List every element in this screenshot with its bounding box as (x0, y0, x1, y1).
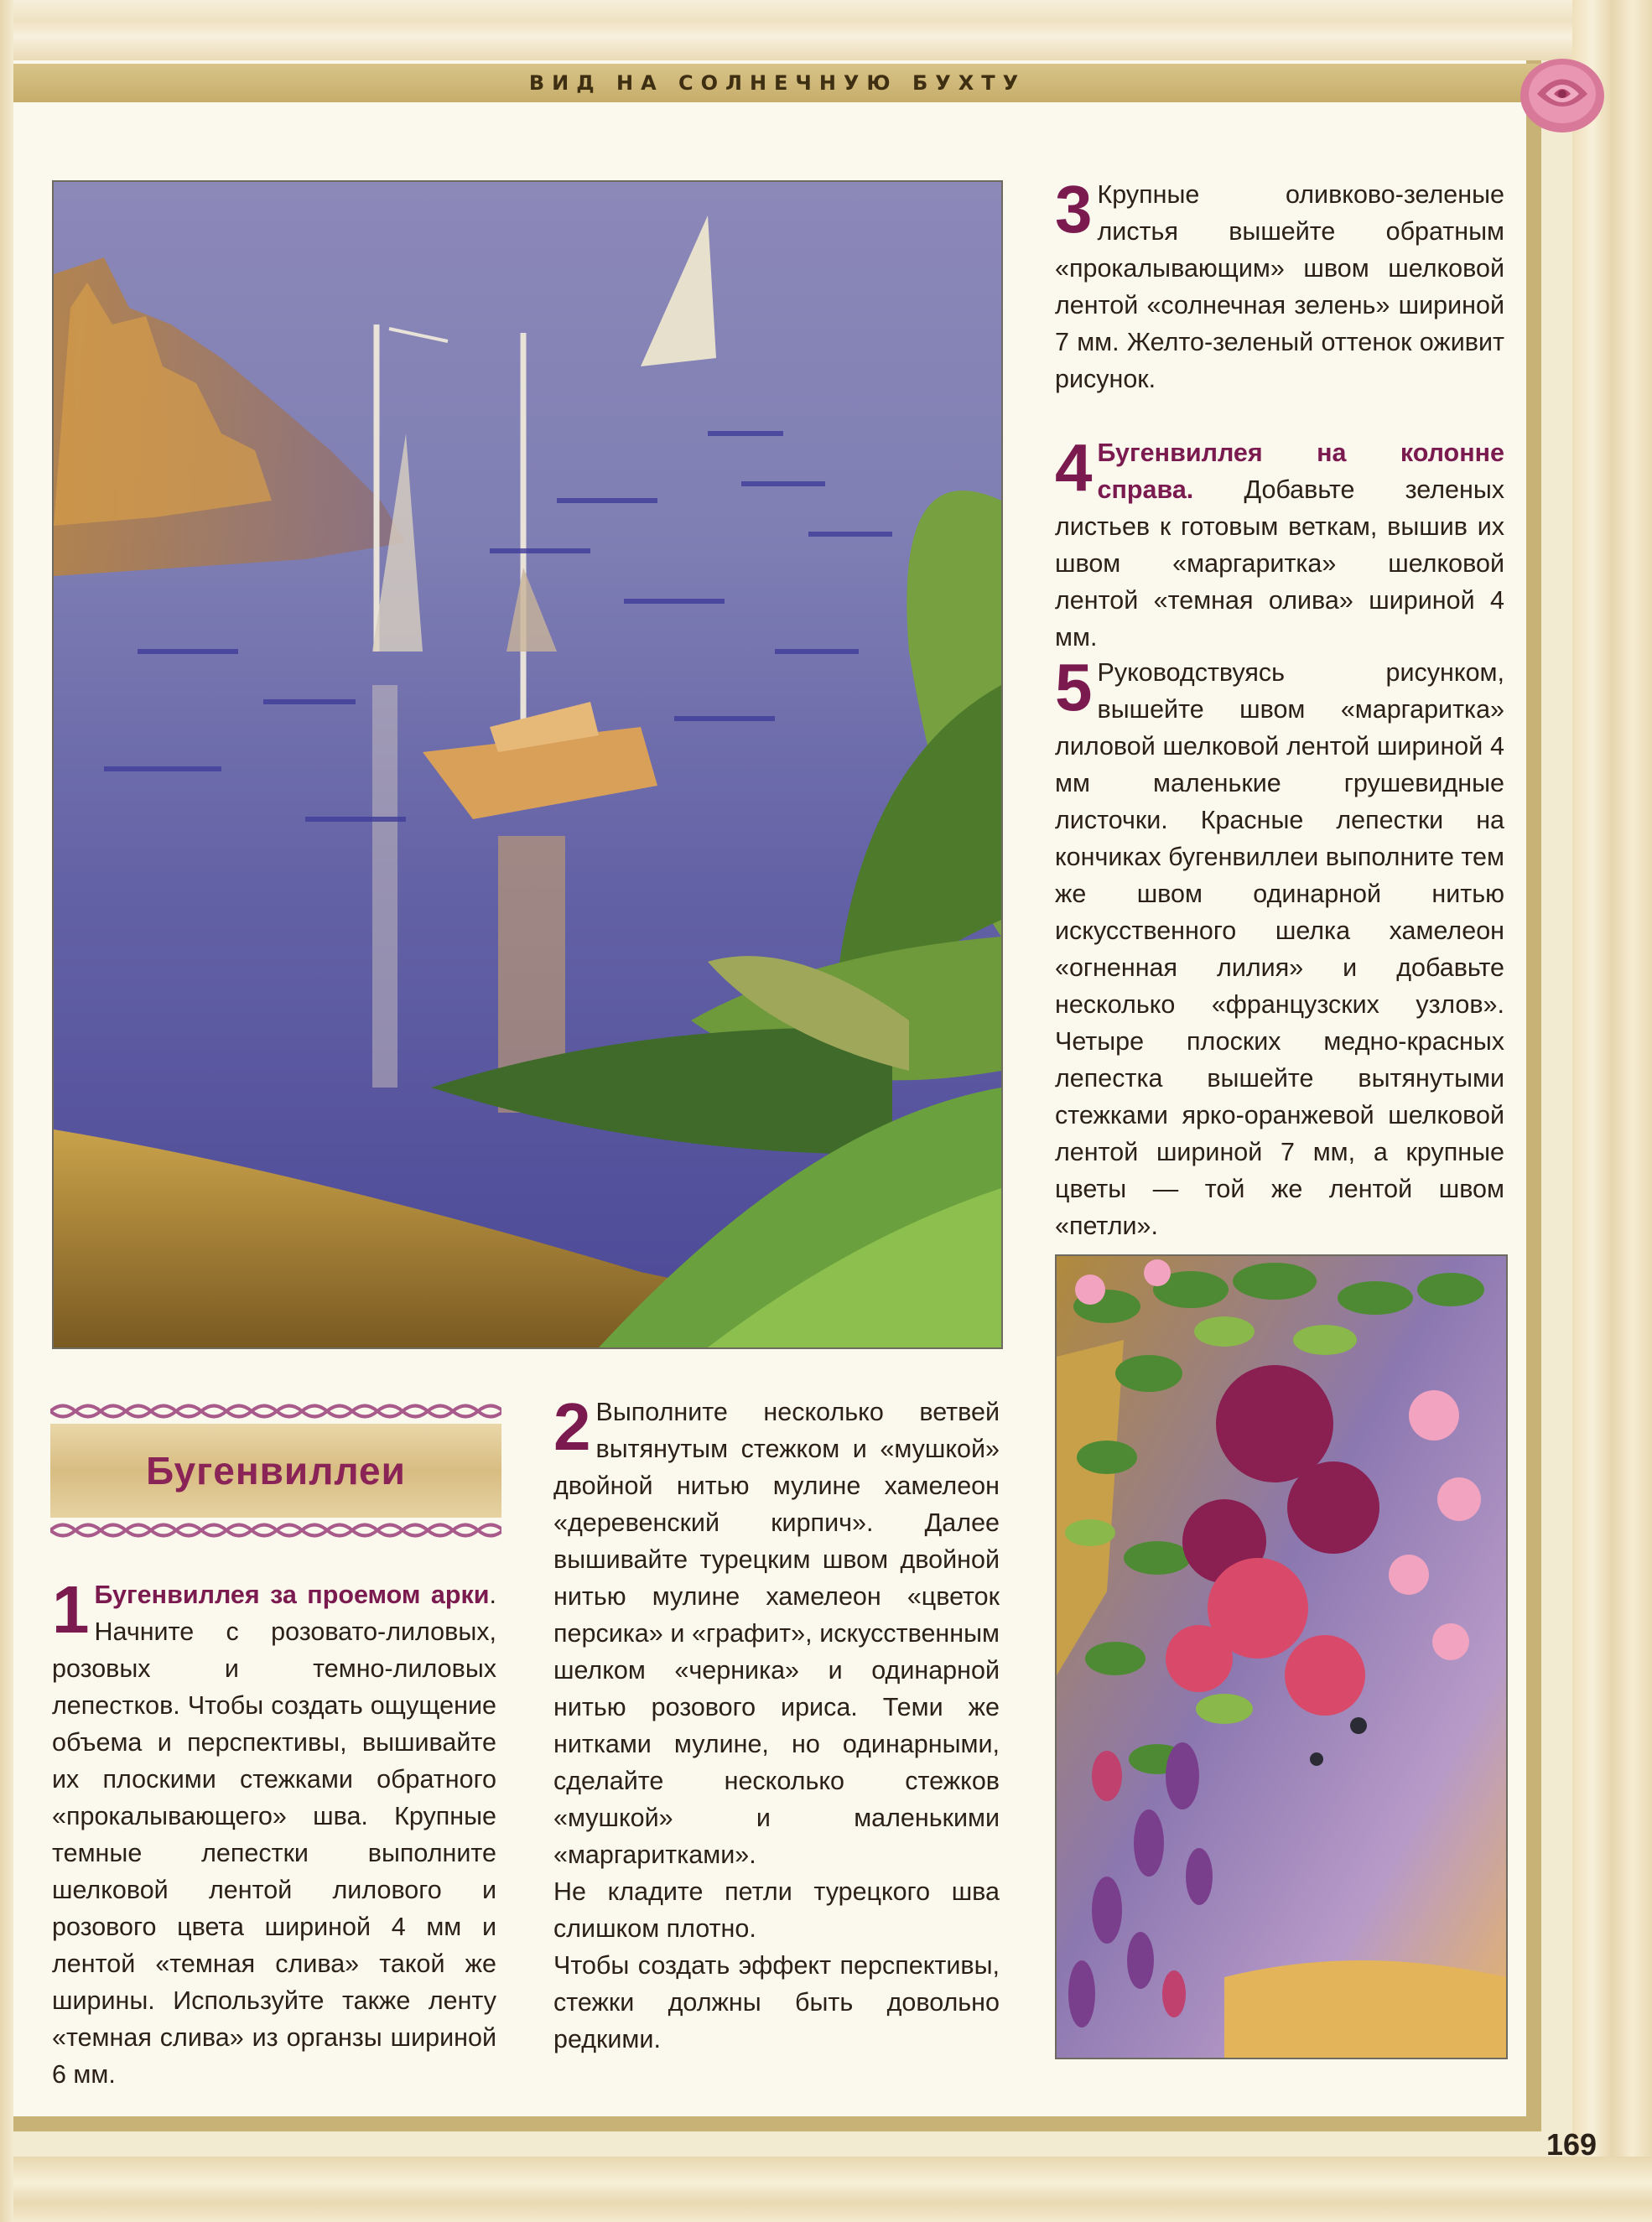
step-text: Выполните несколько ветвей вытянутым стежком и «мушкой» двойной нитью мулине хамелеон «деревенский кирпич». Далее вышивайте турецким швом двойной нитью мулине хамелеон «цветок персика» и «графит», искусственным шелком «черника» и одинарной нитью розового ириса. Теми же нитками мулине, но одинарными, сделайте несколько стежков «мушкой» и маленькими «маргаритками». (553, 1398, 1000, 1869)
page-number: 169 (1546, 2127, 1597, 2162)
step-heading: Бугенвиллея на колонне справа. (1097, 439, 1504, 504)
step-text: Добавьте зеленых листьев к готовым веткам, вышив их швом «маргаритка» шелковой лентой «темная олива» шириной 4 мм. (1055, 475, 1504, 652)
chain-ornament-top (50, 1399, 501, 1424)
silk-background-left (0, 0, 13, 2222)
sea-bay-embroidery-image (52, 180, 1003, 1349)
step-text: Руководствуясь рисунком, вышейте швом «маргаритка» лиловой шелковой лентой шириной 4 мм маленькие грушевидные листочки. Красные лепестки на кончиках бугенвиллеи выполните тем же швом одинарной нитью искусственного шелка хамелеон «огненная лилия» и добавьте несколько «французских узлов». Четыре плоских медно-красных лепестка вышейте вытянутыми стежками ярко-оранжевой шелковой лентой шириной 7 мм, а крупные цветы — той же лентой швом «петли». (1055, 658, 1504, 1240)
step-3 (1055, 172, 1504, 397)
bougainvillea-embroidery-image (1055, 1254, 1508, 2059)
section-title-plate (50, 1424, 501, 1518)
silk-background-bottom (0, 2157, 1652, 2222)
page-header-title: ВИД НА СОЛНЕЧНУЮ БУХТУ (528, 71, 1026, 95)
step-text: . Начните с розовато-лиловых, розовых и темно-лиловых лепестков. Чтобы создать ощущение объема и перспективы, вышивайте их плоскими стежками обратного «прокалывающего» шва. Крупные темные лепестки выполните шелковой лентой лилового и розового цвета шириной 4 мм и лентой «темная слива» такой же ширины. Используйте также ленту «темная слива» из органзы шириной 6 мм. (52, 1581, 496, 2089)
step-note: Не кладите петли турецкого шва слишком плотно. (553, 1877, 1000, 1943)
section-title: Бугенвиллеи (146, 1449, 406, 1493)
step-note: Чтобы создать эффект перспективы, стежки должны быть довольно редкими. (553, 1951, 1000, 2053)
step-5 (1055, 650, 1504, 1244)
step-number: 4 (1055, 430, 1093, 505)
step-number: 3 (1055, 172, 1093, 247)
section-banner (50, 1399, 501, 1543)
header-band (13, 64, 1541, 102)
step-number: 1 (52, 1572, 90, 1647)
silk-background-right (1572, 0, 1652, 2222)
step-number: 5 (1055, 650, 1093, 724)
step-heading: Бугенвиллея за проемом арки (94, 1581, 490, 1609)
step-text: Крупные оливково-зеленые листья вышейте обратным «прокалывающим» швом шелковой лентой «солнечная зелень» шириной 7 мм. Желто-зеленый оттенок оживит рисунок. (1055, 180, 1504, 393)
step-2 (553, 1389, 1000, 2058)
step-number: 2 (553, 1389, 591, 1464)
ribbon-rose-icon (1516, 52, 1608, 136)
chain-ornament-bottom (50, 1518, 501, 1543)
step-1 (52, 1572, 496, 2093)
step-4 (1055, 430, 1504, 656)
silk-background-top (0, 0, 1652, 60)
